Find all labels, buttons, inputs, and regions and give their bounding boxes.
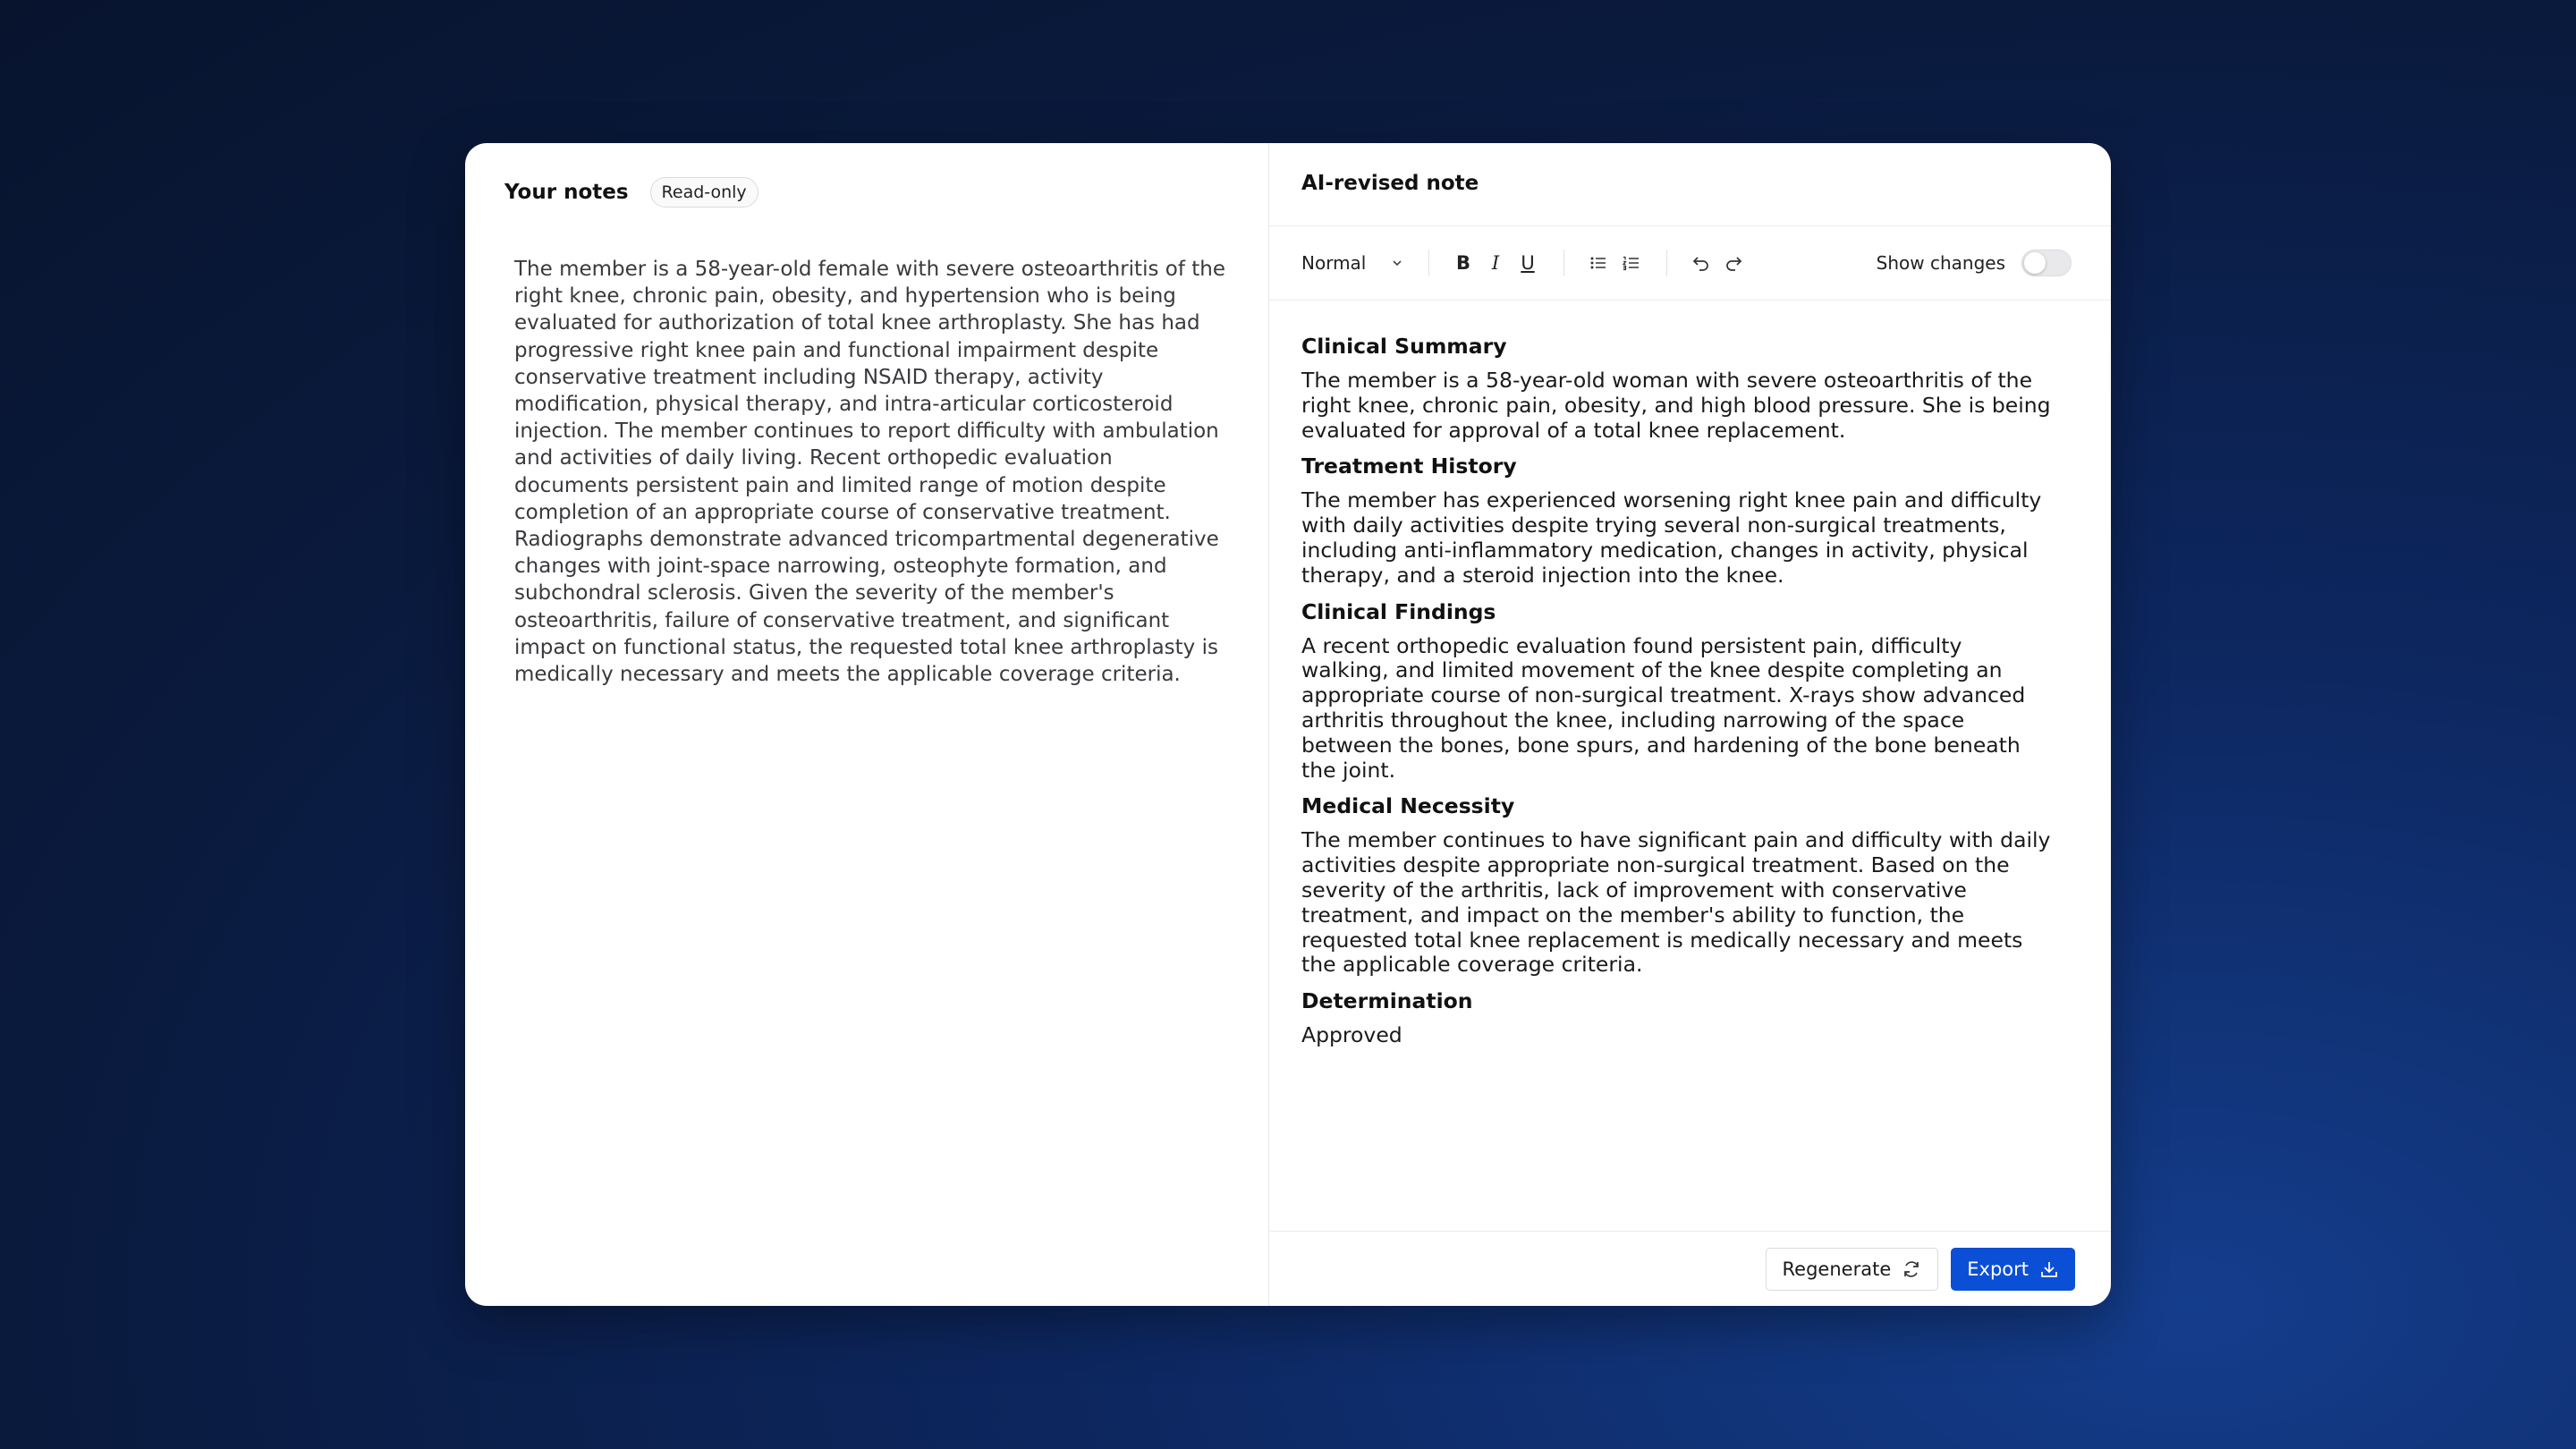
section-heading: Clinical Findings xyxy=(1301,598,1496,624)
bold-button[interactable] xyxy=(1447,247,1479,279)
toolbar-divider xyxy=(1563,250,1564,276)
show-changes-control xyxy=(1877,250,2072,276)
numbered-list-button[interactable] xyxy=(1614,247,1647,279)
text-style-value: Normal xyxy=(1301,252,1367,274)
section-heading: Determination xyxy=(1301,988,1473,1014)
section-heading: Clinical Summary xyxy=(1301,334,1507,359)
ai-revised-title: AI-revised note xyxy=(1301,172,1479,195)
refresh-icon xyxy=(1902,1259,1921,1279)
your-notes-pane xyxy=(465,143,1269,1306)
section-body: The member is a 58-year-old woman with severe osteoarthritis of the right knee, chronic pain, obesity, and high blood pressure. She is being evaluated for approval of a total knee replacement. xyxy=(1301,368,2051,443)
underline-label: U xyxy=(1521,252,1535,274)
download-icon xyxy=(2039,1259,2059,1279)
section-body: A recent orthopedic evaluation found persistent pain, difficulty walking, and limited movement of the knee despite completing an appropriate course of non-surgical treatment. X-rays show advanced arthritis throughout the knee, including narrowing of the space between the bones, bone spurs, and hardening of the bone beneath the joint. xyxy=(1301,632,2026,783)
bold-label: B xyxy=(1455,252,1470,274)
export-button[interactable] xyxy=(1951,1248,2075,1291)
note-comparison-card xyxy=(465,143,2111,1306)
underline-button[interactable] xyxy=(1512,247,1544,279)
redo-icon xyxy=(1724,253,1743,273)
undo-button[interactable] xyxy=(1685,247,1717,279)
section-heading: Treatment History xyxy=(1301,453,1517,479)
italic-label: I xyxy=(1491,252,1500,274)
undo-icon xyxy=(1691,253,1711,273)
show-changes-label: Show changes xyxy=(1876,252,2005,274)
revised-note-document[interactable] xyxy=(1301,333,2053,1058)
section-body: Approved xyxy=(1301,1022,1402,1048)
bullet-list-button[interactable] xyxy=(1582,247,1614,279)
redo-button[interactable] xyxy=(1717,247,1750,279)
numbered-list-icon xyxy=(1621,253,1640,273)
show-changes-toggle[interactable] xyxy=(2021,250,2072,276)
original-notes-text: The member is a 58-year-old female with severe osteoarthritis of the right knee, chronic pain, obesity, and hypertension who is being evaluated for authorization of total knee arthroplasty. She has had progressive right knee pain and functional impairment despite conservative treatment including NSAID therapy, activity modification, physical therapy, and intra-articular corticosteroid injection. The member continues to report difficulty with ambulation and activities of daily living. Recent orthopedic evaluation documents persistent pain and limited range of motion despite completion of an appropriate course of conservative treatment. Radiographs demonstrate advanced tricompartmental degenerative changes with joint-space narrowing, osteophyte formation, and subchondral sclerosis. Given the severity of the member's osteoarthritis, failure of conservative treatment, and significant impact on functional status, the requested total knee arthroplasty is medically necessary and meets the applicable coverage criteria. xyxy=(514,258,1225,687)
bullet-list-icon xyxy=(1589,253,1608,273)
your-notes-title: Your notes xyxy=(504,181,629,204)
your-notes-header xyxy=(465,143,1268,242)
ai-revised-pane xyxy=(1269,143,2111,1306)
section-body: The member continues to have significant pain and difficulty with daily activities despite appropriate non-surgical treatment. Based on the severity of the arthritis, lack of improvement with conservative treatment, and impact on the member's ability to function, the requested total knee replacement is medically necessary and meets the applicable coverage criteria. xyxy=(1301,827,2051,978)
editor-toolbar xyxy=(1269,226,2111,301)
read-only-badge: Read-only xyxy=(650,177,758,208)
italic-button[interactable] xyxy=(1479,247,1512,279)
text-style-select[interactable] xyxy=(1301,252,1409,274)
toolbar-divider xyxy=(1666,250,1667,276)
regenerate-button[interactable] xyxy=(1766,1248,1939,1291)
action-footer xyxy=(1269,1231,2111,1306)
section-body: The member has experienced worsening right knee pain and difficulty with daily activities despite trying several non-surgical treatments, including anti-inflammatory medication, changes in activity, physical therapy, and a steroid injection into the knee. xyxy=(1301,487,2042,588)
regenerate-label: Regenerate xyxy=(1782,1258,1892,1280)
toolbar-divider xyxy=(1428,250,1429,276)
ai-revised-header xyxy=(1269,143,2111,226)
chevron-down-icon xyxy=(1391,257,1403,269)
export-label: Export xyxy=(1967,1258,2029,1280)
section-heading: Medical Necessity xyxy=(1301,793,1515,819)
toggle-knob xyxy=(2024,252,2046,274)
